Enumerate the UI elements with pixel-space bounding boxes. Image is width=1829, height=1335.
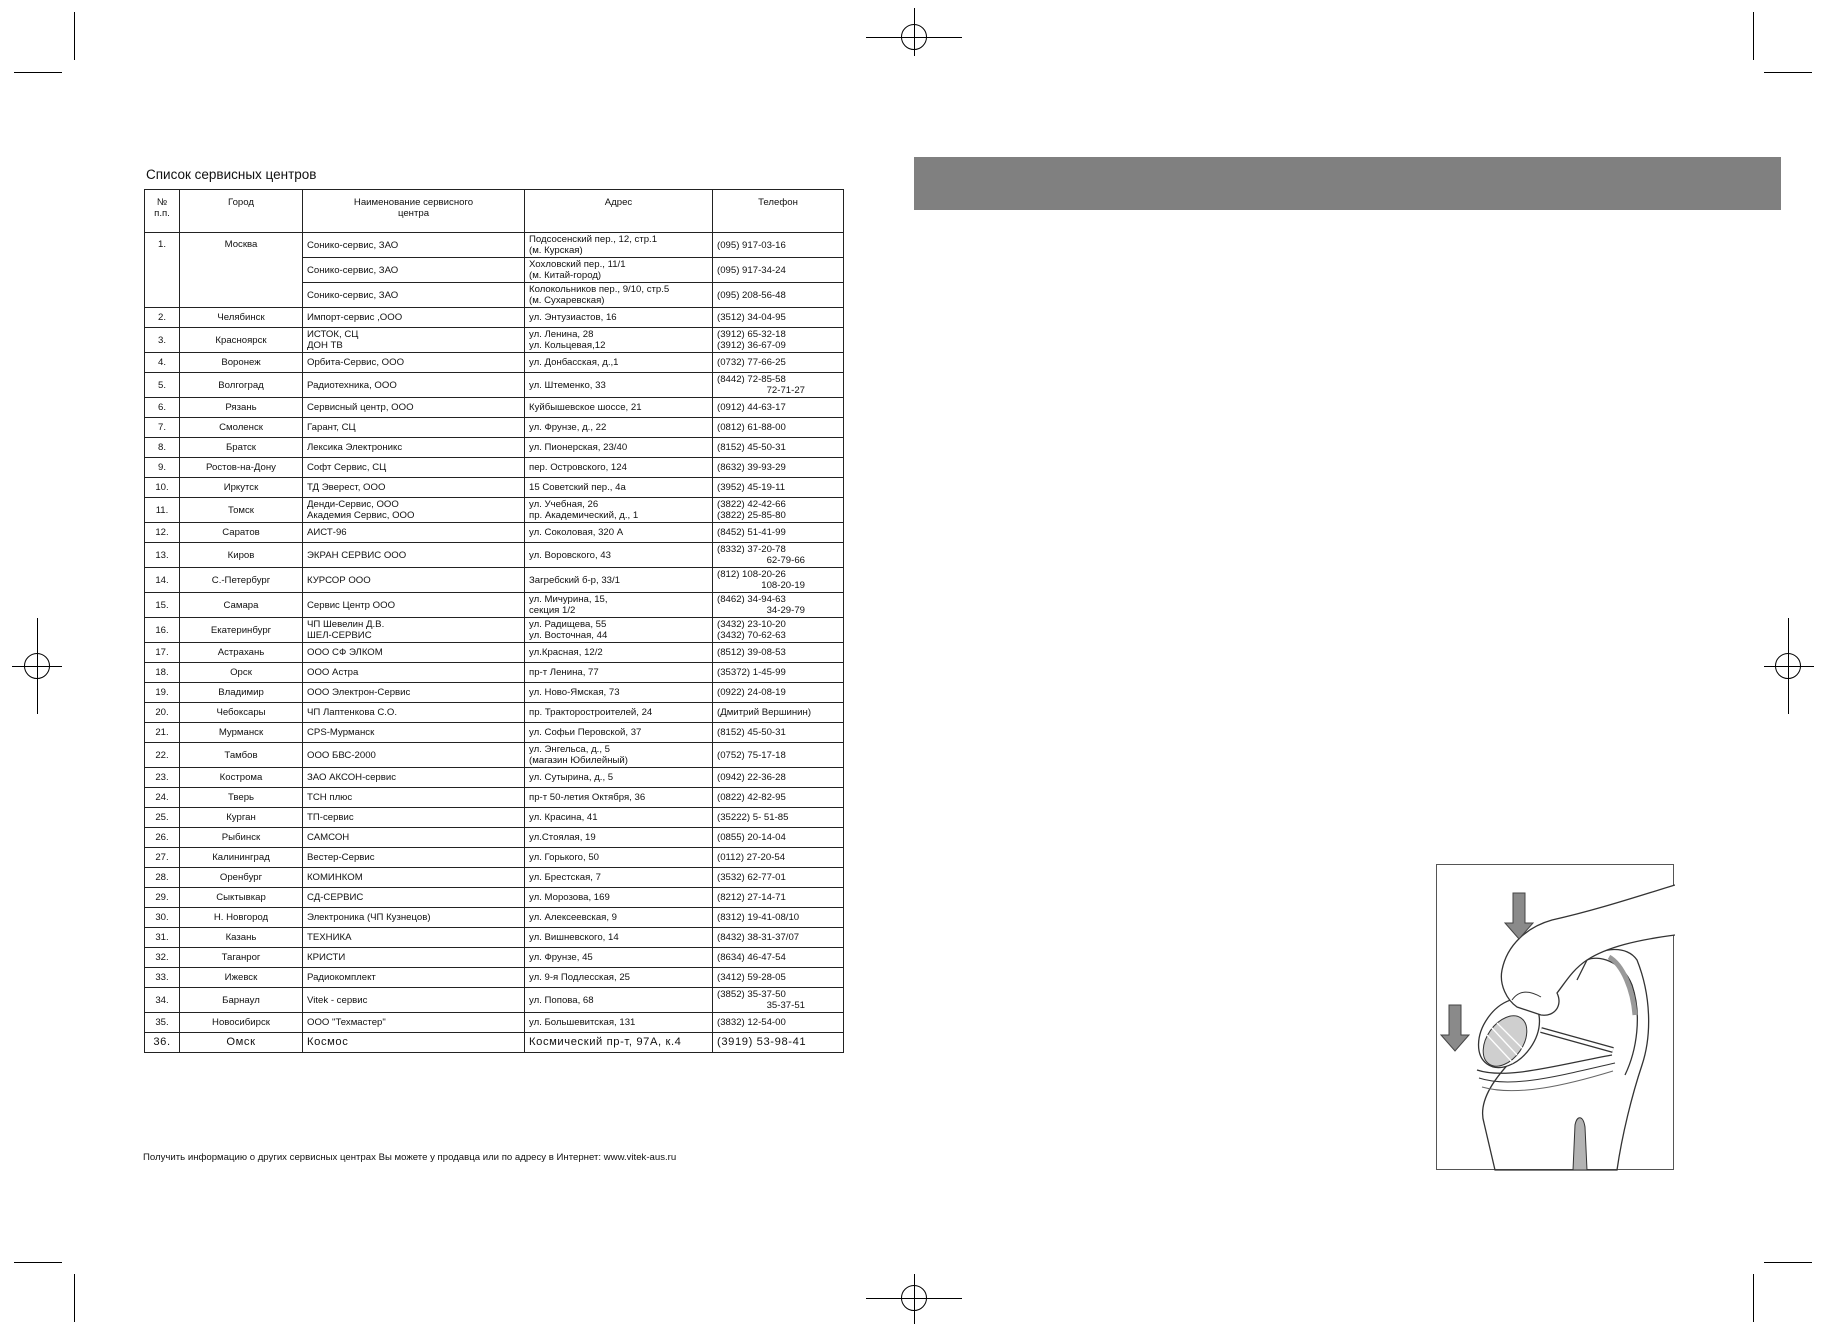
address-cell: ул. Энтузиастов, 16 (525, 308, 713, 328)
phone-cell: (812) 108-20-26 108-20-19 (713, 568, 844, 593)
phone-cell: (3832) 12-54-00 (713, 1013, 844, 1033)
row-number-cell: 17. (145, 643, 180, 663)
row-number-cell: 29. (145, 888, 180, 908)
address-cell: ул. 9-я Подлесская, 25 (525, 968, 713, 988)
service-center-name-cell: Сонико-сервис, ЗАО (303, 233, 525, 258)
row-number-cell: 11. (145, 498, 180, 523)
kettle-illustration (1436, 864, 1674, 1170)
row-number-cell: 16. (145, 618, 180, 643)
down-arrow-icon (1441, 1005, 1469, 1051)
city-cell: Н. Новгород (180, 908, 303, 928)
phone-cell: (0822) 42-82-95 (713, 788, 844, 808)
phone-cell: (8332) 37-20-78 62-79-66 (713, 543, 844, 568)
city-cell: Кострома (180, 768, 303, 788)
column-header-phone: Телефон (713, 190, 844, 233)
city-cell: Чебоксары (180, 703, 303, 723)
phone-cell: (35222) 5- 51-85 (713, 808, 844, 828)
address-cell: пр. Тракторостроителей, 24 (525, 703, 713, 723)
table-row (145, 768, 844, 788)
service-center-name-cell: ТП-сервис (303, 808, 525, 828)
column-header-address: Адрес (525, 190, 713, 233)
city-cell: Орск (180, 663, 303, 683)
table-row (145, 593, 844, 618)
city-cell: Казань (180, 928, 303, 948)
city-cell: Ижевск (180, 968, 303, 988)
service-center-name-cell: ООО "Техмастер" (303, 1013, 525, 1033)
service-center-name-cell: СД-СЕРВИС (303, 888, 525, 908)
city-cell: Тамбов (180, 743, 303, 768)
service-center-name-cell: Лексика Электроникс (303, 438, 525, 458)
table-row (145, 808, 844, 828)
row-number-cell: 27. (145, 848, 180, 868)
city-cell: Ростов-на-Дону (180, 458, 303, 478)
address-cell: ул. Большевитская, 131 (525, 1013, 713, 1033)
table-row (145, 373, 844, 398)
service-center-name-cell: КРИСТИ (303, 948, 525, 968)
address-cell: ул. Вишневского, 14 (525, 928, 713, 948)
phone-cell: (3952) 45-19-11 (713, 478, 844, 498)
address-cell: Куйбышевское шоссе, 21 (525, 398, 713, 418)
service-center-name-cell: Гарант, СЦ (303, 418, 525, 438)
address-cell: ул. Фрунзе, д., 22 (525, 418, 713, 438)
column-header-name: Наименование сервисного центра (303, 190, 525, 233)
kettle-drawing (1437, 865, 1675, 1171)
address-cell: ул. Алексеевская, 9 (525, 908, 713, 928)
row-number-cell: 19. (145, 683, 180, 703)
phone-cell: (35372) 1-45-99 (713, 663, 844, 683)
address-cell: Колокольников пер., 9/10, стр.5 (м. Сухаревская) (525, 283, 713, 308)
city-cell: Красноярск (180, 328, 303, 353)
address-cell: ул. Штеменко, 33 (525, 373, 713, 398)
row-number-cell: 6. (145, 398, 180, 418)
row-number-cell: 28. (145, 868, 180, 888)
phone-cell: (3512) 34-04-95 (713, 308, 844, 328)
city-cell: Иркутск (180, 478, 303, 498)
city-cell: Томск (180, 498, 303, 523)
phone-cell: (0752) 75-17-18 (713, 743, 844, 768)
table-row (145, 618, 844, 643)
table-row (145, 498, 844, 523)
row-number-cell: 25. (145, 808, 180, 828)
phone-cell: (0922) 24-08-19 (713, 683, 844, 703)
row-number-cell: 8. (145, 438, 180, 458)
row-number-cell: 34. (145, 988, 180, 1013)
service-center-name-cell: ТД Эверест, ООО (303, 478, 525, 498)
service-center-name-cell: Импорт-сервис ,ООО (303, 308, 525, 328)
table-row (145, 683, 844, 703)
service-center-name-cell: Сонико-сервис, ЗАО (303, 283, 525, 308)
row-number-cell: 20. (145, 703, 180, 723)
address-cell: ул. Донбасская, д.,1 (525, 353, 713, 373)
row-number-cell: 32. (145, 948, 180, 968)
table-row (145, 458, 844, 478)
row-number-cell: 21. (145, 723, 180, 743)
table-row (145, 723, 844, 743)
address-cell: ул. Сутырина, д., 5 (525, 768, 713, 788)
row-number-cell: 22. (145, 743, 180, 768)
table-row (145, 888, 844, 908)
service-center-name-cell: CPS-Мурманск (303, 723, 525, 743)
row-number-cell: 33. (145, 968, 180, 988)
address-cell: ул. Учебная, 26 пр. Академический, д., 1 (525, 498, 713, 523)
table-row (145, 908, 844, 928)
address-cell: ул. Энгельса, д., 5 (магазин Юбилейный) (525, 743, 713, 768)
service-center-name-cell: Электроника (ЧП Кузнецов) (303, 908, 525, 928)
phone-cell: (3432) 23-10-20 (3432) 70-62-63 (713, 618, 844, 643)
service-center-name-cell: КУРСОР ООО (303, 568, 525, 593)
phone-cell: (0112) 27-20-54 (713, 848, 844, 868)
city-cell: Таганрог (180, 948, 303, 968)
service-center-name-cell: Космос (303, 1033, 525, 1053)
city-cell: Калининград (180, 848, 303, 868)
phone-cell: (8512) 39-08-53 (713, 643, 844, 663)
service-center-name-cell: ЧП Шевелин Д.В. ШЕЛ-СЕРВИС (303, 618, 525, 643)
table-row (145, 948, 844, 968)
service-center-name-cell: ООО Астра (303, 663, 525, 683)
phone-cell: (3822) 42-42-66 (3822) 25-85-80 (713, 498, 844, 523)
table-row (145, 968, 844, 988)
city-cell: Астрахань (180, 643, 303, 663)
address-cell: ул. Морозова, 169 (525, 888, 713, 908)
address-cell: ул. Горького, 50 (525, 848, 713, 868)
address-cell: ул. Попова, 68 (525, 988, 713, 1013)
page-title: Список сервисных центров (146, 167, 317, 182)
row-number-cell: 10. (145, 478, 180, 498)
row-number-cell: 31. (145, 928, 180, 948)
service-center-name-cell: Денди-Сервис, ООО Академия Сервис, ООО (303, 498, 525, 523)
phone-cell: (0732) 77-66-25 (713, 353, 844, 373)
header-bar (914, 157, 1781, 210)
service-center-name-cell: Радиокомплект (303, 968, 525, 988)
phone-cell: (0855) 20-14-04 (713, 828, 844, 848)
table-row (145, 743, 844, 768)
table-row (145, 868, 844, 888)
service-center-name-cell: ООО Электрон-Сервис (303, 683, 525, 703)
service-center-name-cell: ЭКРАН СЕРВИС ООО (303, 543, 525, 568)
city-cell: Владимир (180, 683, 303, 703)
phone-cell: (8442) 72-85-58 72-71-27 (713, 373, 844, 398)
phone-cell: (8312) 19-41-08/10 (713, 908, 844, 928)
row-number-cell: 36. (145, 1033, 180, 1053)
address-cell: ул. Мичурина, 15, секция 1/2 (525, 593, 713, 618)
table-row (145, 523, 844, 543)
table-row (145, 438, 844, 458)
city-cell: Саратов (180, 523, 303, 543)
row-number-cell: 35. (145, 1013, 180, 1033)
city-cell: Тверь (180, 788, 303, 808)
service-center-name-cell: САМСОН (303, 828, 525, 848)
table-row (145, 328, 844, 353)
address-cell: Хохловский пер., 11/1 (м. Китай-город) (525, 258, 713, 283)
address-cell: пер. Островского, 124 (525, 458, 713, 478)
row-number-cell: 7. (145, 418, 180, 438)
table-row (145, 308, 844, 328)
city-cell: Мурманск (180, 723, 303, 743)
service-center-name-cell: Сервис Центр ООО (303, 593, 525, 618)
service-center-name-cell: ЧП Лаптенкова С.О. (303, 703, 525, 723)
phone-cell: (8452) 51-41-99 (713, 523, 844, 543)
table-row (145, 233, 844, 258)
phone-cell: (8432) 38-31-37/07 (713, 928, 844, 948)
city-cell: Братск (180, 438, 303, 458)
phone-cell: (0812) 61-88-00 (713, 418, 844, 438)
address-cell: ул.Стоялая, 19 (525, 828, 713, 848)
phone-cell: (095) 208-56-48 (713, 283, 844, 308)
address-cell: 15 Советский пер., 4а (525, 478, 713, 498)
row-number-cell: 24. (145, 788, 180, 808)
phone-cell: (0942) 22-36-28 (713, 768, 844, 788)
table-row (145, 398, 844, 418)
city-cell: Барнаул (180, 988, 303, 1013)
address-cell: ул. Софьи Перовской, 37 (525, 723, 713, 743)
city-cell: Екатеринбург (180, 618, 303, 643)
address-cell: ул. Брестская, 7 (525, 868, 713, 888)
column-header-num: № п.п. (145, 190, 180, 233)
city-cell: Рязань (180, 398, 303, 418)
phone-cell: (8634) 46-47-54 (713, 948, 844, 968)
address-cell: ул. Соколовая, 320 А (525, 523, 713, 543)
phone-cell: (095) 917-03-16 (713, 233, 844, 258)
table-row (145, 788, 844, 808)
phone-cell: (8462) 34-94-63 34-29-79 (713, 593, 844, 618)
table-row (145, 543, 844, 568)
column-header-city: Город (180, 190, 303, 233)
table-row (145, 568, 844, 593)
address-cell: ул. Радищева, 55 ул. Восточная, 44 (525, 618, 713, 643)
address-cell: Космический пр-т, 97А, к.4 (525, 1033, 713, 1053)
row-number-cell: 12. (145, 523, 180, 543)
table-row (145, 1013, 844, 1033)
table-row (145, 663, 844, 683)
address-cell: пр-т Ленина, 77 (525, 663, 713, 683)
table-row (145, 703, 844, 723)
city-cell: Челябинск (180, 308, 303, 328)
row-number-cell: 30. (145, 908, 180, 928)
phone-cell: (3412) 59-28-05 (713, 968, 844, 988)
phone-cell: (0912) 44-63-17 (713, 398, 844, 418)
row-number-cell: 9. (145, 458, 180, 478)
phone-cell: (3919) 53-98-41 (713, 1033, 844, 1053)
footnote: Получить информацию о других сервисных центрах Вы можете у продавца или по адресу в Интернет: www.vitek-aus.ru (143, 1152, 677, 1163)
row-number-cell: 3. (145, 328, 180, 353)
service-center-name-cell: АИСТ-96 (303, 523, 525, 543)
row-number-cell: 1. (145, 233, 180, 308)
service-center-name-cell: Орбита-Сервис, ООО (303, 353, 525, 373)
row-number-cell: 15. (145, 593, 180, 618)
service-center-name-cell: Вестер-Сервис (303, 848, 525, 868)
phone-cell: (3912) 65-32-18 (3912) 36-67-09 (713, 328, 844, 353)
row-number-cell: 4. (145, 353, 180, 373)
table-row (145, 353, 844, 373)
address-cell: ул.Красная, 12/2 (525, 643, 713, 663)
city-cell: Новосибирск (180, 1013, 303, 1033)
city-cell: Оренбург (180, 868, 303, 888)
table-row (145, 848, 844, 868)
city-cell: Москва (180, 233, 303, 308)
phone-cell: (8152) 45-50-31 (713, 723, 844, 743)
address-cell: ул. Пионерская, 23/40 (525, 438, 713, 458)
service-center-name-cell: ЗАО АКСОН-сервис (303, 768, 525, 788)
table-row (145, 928, 844, 948)
city-cell: Сыктывкар (180, 888, 303, 908)
row-number-cell: 5. (145, 373, 180, 398)
row-number-cell: 2. (145, 308, 180, 328)
phone-cell: (8152) 45-50-31 (713, 438, 844, 458)
phone-cell: (Дмитрий Вершинин) (713, 703, 844, 723)
city-cell: С.-Петербург (180, 568, 303, 593)
city-cell: Киров (180, 543, 303, 568)
table-row (145, 418, 844, 438)
service-center-name-cell: КОМИНКОМ (303, 868, 525, 888)
address-cell: ул. Фрунзе, 45 (525, 948, 713, 968)
service-center-name-cell: ООО БВС-2000 (303, 743, 525, 768)
address-cell: Загребский б-р, 33/1 (525, 568, 713, 593)
city-cell: Курган (180, 808, 303, 828)
city-cell: Смоленск (180, 418, 303, 438)
phone-cell: (3532) 62-77-01 (713, 868, 844, 888)
service-center-name-cell: Радиотехника, ООО (303, 373, 525, 398)
address-cell: пр-т 50-летия Октября, 36 (525, 788, 713, 808)
row-number-cell: 18. (145, 663, 180, 683)
row-number-cell: 14. (145, 568, 180, 593)
city-cell: Омск (180, 1033, 303, 1053)
service-center-name-cell: Сервисный центр, ООО (303, 398, 525, 418)
table-row (145, 643, 844, 663)
service-centers-table (144, 189, 844, 1053)
table-row (145, 1033, 844, 1053)
row-number-cell: 26. (145, 828, 180, 848)
row-number-cell: 23. (145, 768, 180, 788)
phone-cell: (8632) 39-93-29 (713, 458, 844, 478)
address-cell: ул. Ново-Ямская, 73 (525, 683, 713, 703)
address-cell: Подсосенский пер., 12, стр.1 (м. Курская) (525, 233, 713, 258)
service-center-name-cell: ООО СФ ЭЛКОМ (303, 643, 525, 663)
city-cell: Волгоград (180, 373, 303, 398)
table-row (145, 988, 844, 1013)
service-center-name-cell: ТЕХНИКА (303, 928, 525, 948)
phone-cell: (3852) 35-37-50 35-37-51 (713, 988, 844, 1013)
service-center-name-cell: Софт Сервис, СЦ (303, 458, 525, 478)
address-cell: ул. Ленина, 28 ул. Кольцевая,12 (525, 328, 713, 353)
service-center-name-cell: ТСН плюс (303, 788, 525, 808)
service-center-name-cell: Vitek - сервис (303, 988, 525, 1013)
table-row (145, 828, 844, 848)
row-number-cell: 13. (145, 543, 180, 568)
city-cell: Рыбинск (180, 828, 303, 848)
table-row (145, 478, 844, 498)
address-cell: ул. Красина, 41 (525, 808, 713, 828)
table-header-row (145, 190, 844, 233)
city-cell: Воронеж (180, 353, 303, 373)
service-center-name-cell: ИСТОК, СЦ ДОН ТВ (303, 328, 525, 353)
address-cell: ул. Воровского, 43 (525, 543, 713, 568)
phone-cell: (8212) 27-14-71 (713, 888, 844, 908)
service-center-name-cell: Сонико-сервис, ЗАО (303, 258, 525, 283)
phone-cell: (095) 917-34-24 (713, 258, 844, 283)
city-cell: Самара (180, 593, 303, 618)
